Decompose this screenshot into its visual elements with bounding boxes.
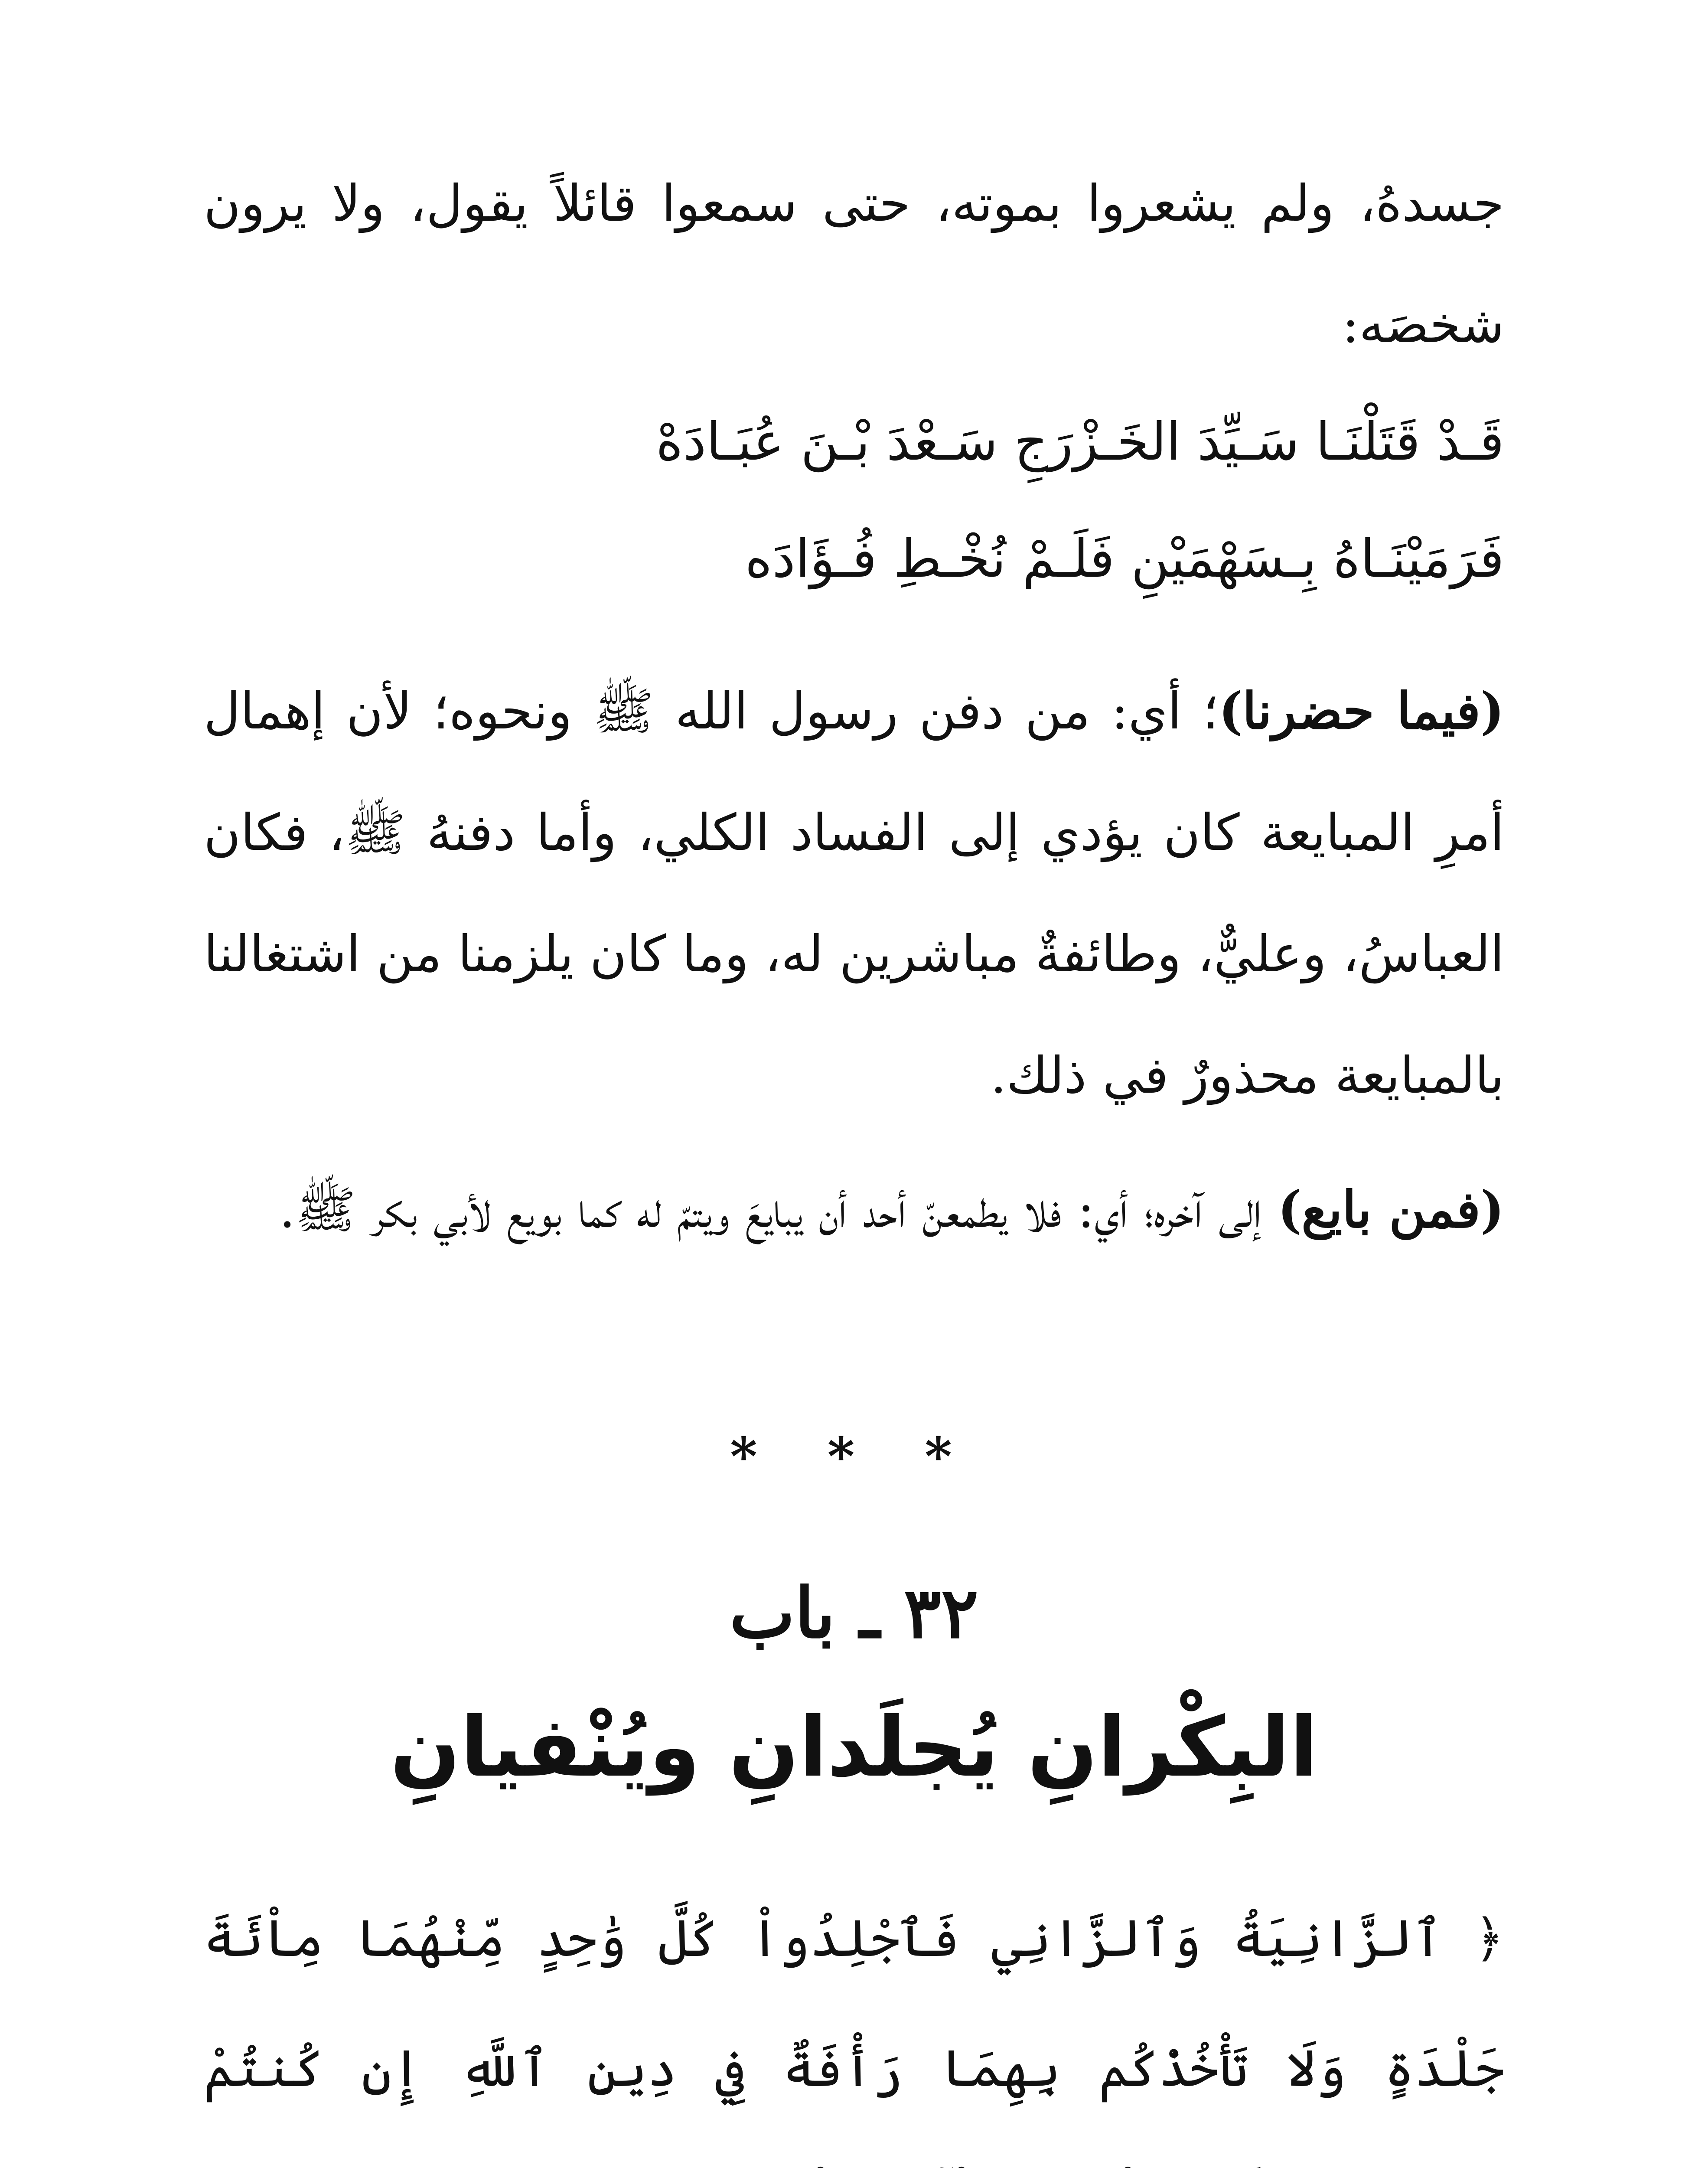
poem-verse-line-2: فَرَمَيْنَـاهُ بِـسَهْمَيْنِ فَلَـمْ نُخْـطِ فُـؤَادَه (745, 529, 1504, 589)
paragraph-commentary-1 (204, 650, 1504, 1136)
paragraph-intro: جسدهُ، ولم يشعروا بموته، حتى سمعوا قائلاً يقول، ولا يرون شخصَه: (204, 174, 1504, 354)
commentary-text: ؛ أي: من دفن رسول الله ﷺ ونحوه؛ لأن إهمال أمرِ المبايعة كان يؤدي إلى الفساد الكلي، وأما دفنهُ ﷺ، فكان العباسُ، وعليٌّ، وطائفةٌ مباشرين له، وما كان يلزمنا من اشتغالنا بالمبايعة محذورٌ في ذلك. (204, 682, 1504, 1105)
book-page (204, 143, 1504, 2168)
commentary-text: إلى آخره؛ أي: فلا يطمعنّ أحد أن يبايعَ ويتمّ له كما بويع لأبي بكر ﷺ. (279, 1181, 1278, 1239)
commentary-keyword: (فمن بايع) (1278, 1180, 1504, 1239)
chapter-title: البِكْرانِ يُجلَدانِ ويُنْفيانِ (390, 1699, 1318, 1795)
quran-verse: ﴿ ٱلزَّانِيَةُ وَٱلزَّانِي فَٱجْلِدُواْ كُلَّ وَٰحِدٍ مِّنْهُمَا مِاْئَةَ جَلْدَةٍ وَلَا تَأْخُذْكُم بِهِمَا رَأْفَةٌ فِي دِينِ ٱللَّهِ إِن كُنتُمْ (204, 1908, 1504, 2098)
poem-verse-line-1: قَـدْ قَتَلْنَـا سَـيِّدَ الخَـزْرَجِ سَـعْدَ بْـنَ عُبَـادَهْ (656, 412, 1504, 472)
section-separator: * * * (730, 1426, 978, 1487)
paragraph-commentary-2 (204, 1149, 1504, 1271)
commentary-keyword: (فيما حضرنا) (1219, 682, 1504, 741)
chapter-number: ٣٢ ـ باب (729, 1572, 979, 1654)
